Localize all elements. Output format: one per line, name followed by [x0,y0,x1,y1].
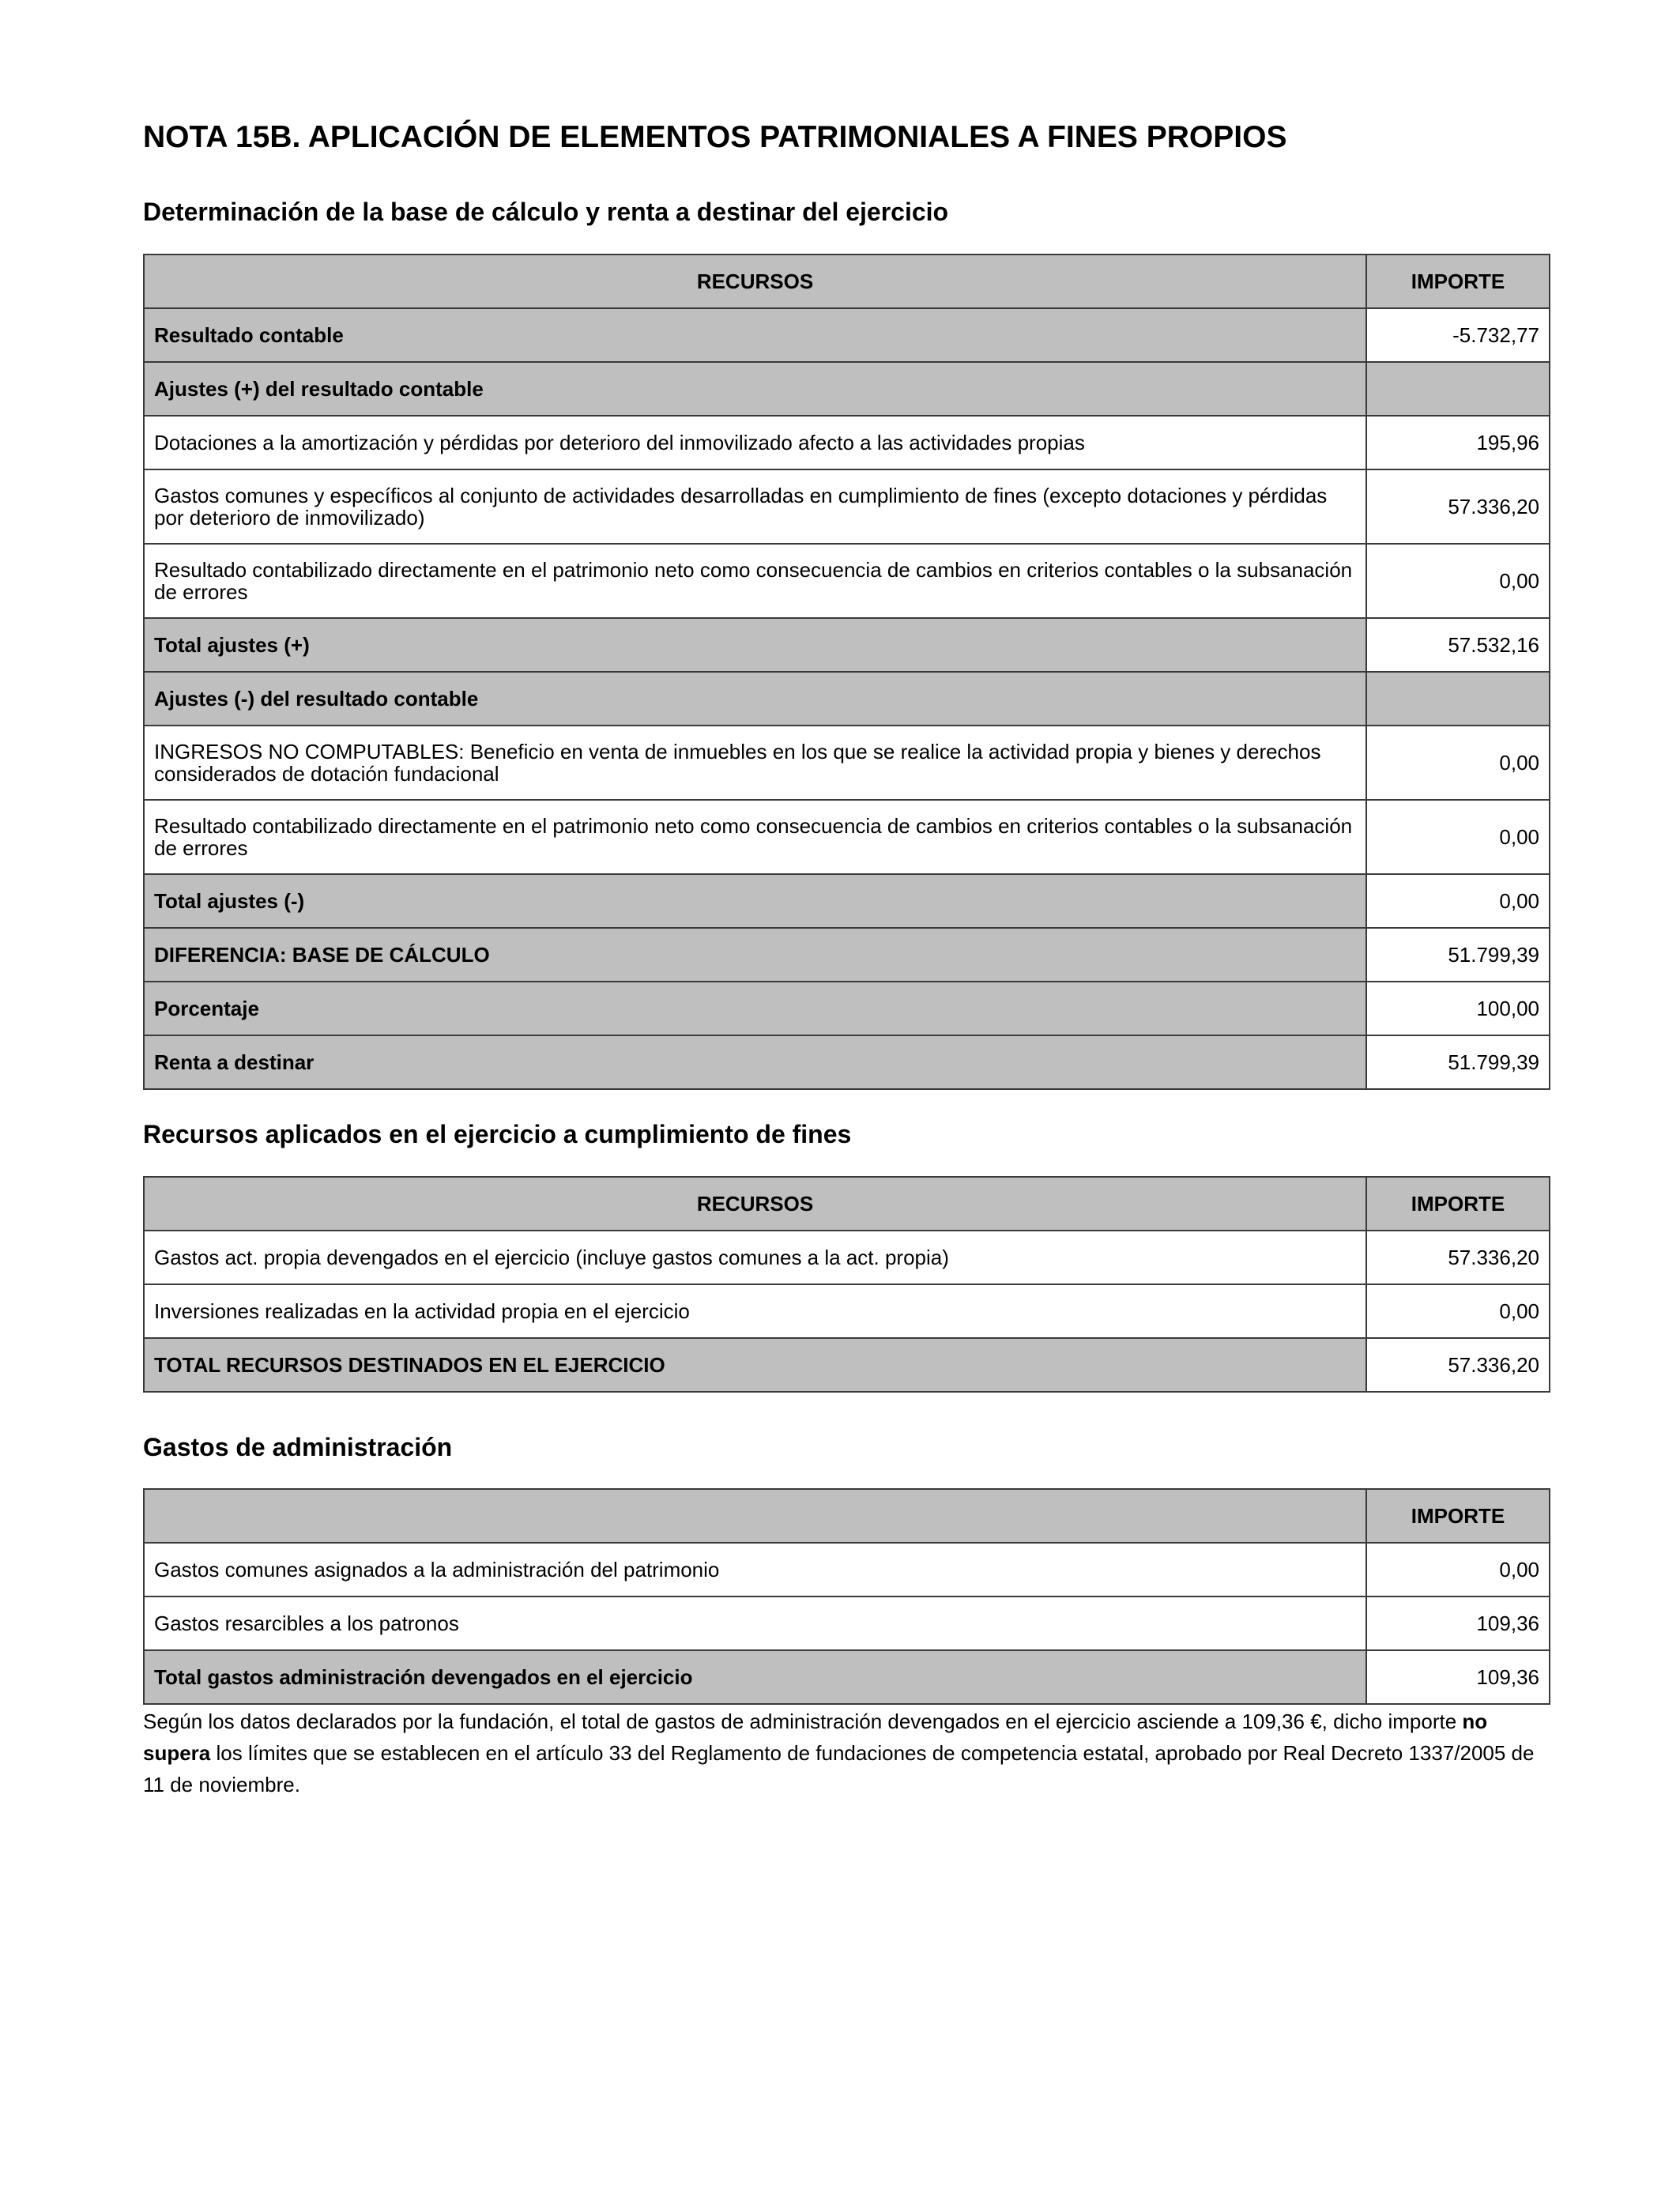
table-gastos-administracion [143,1488,1550,1705]
row-label: Gastos resarcibles a los patronos [144,1596,1366,1650]
row-amount [1366,362,1550,416]
row-label: Dotaciones a la amortización y pérdidas por deterioro del inmovilizado afecto a las actividades propias [144,416,1366,469]
table-row [144,1596,1550,1650]
row-label: TOTAL RECURSOS DESTINADOS EN EL EJERCICIO [144,1338,1366,1392]
table-row [144,726,1550,800]
row-label: Porcentaje [144,982,1366,1035]
row-label: Total ajustes (+) [144,618,1366,672]
table-row [144,1650,1550,1704]
section-heading-base-calculo: Determinación de la base de cálculo y renta a destinar del ejercicio [143,198,949,226]
row-amount: -5.732,77 [1366,308,1550,362]
table-row [144,362,1550,416]
table-row [144,544,1550,618]
row-label: Resultado contabilizado directamente en el patrimonio neto como consecuencia de cambios en criterios contables o la subsanación de errores [144,544,1366,618]
table-row [144,928,1550,982]
table-header-row [144,1489,1550,1543]
table-row [144,1543,1550,1596]
row-label: Ajustes (+) del resultado contable [144,362,1366,416]
table-base-calculo [143,254,1550,1090]
section-heading-gastos-administracion: Gastos de administración [143,1433,453,1461]
row-label: DIFERENCIA: BASE DE CÁLCULO [144,928,1366,982]
row-amount: 57.336,20 [1366,469,1550,544]
table-row [144,1284,1550,1338]
table-row [144,416,1550,469]
row-amount: 51.799,39 [1366,1035,1550,1089]
row-amount: 100,00 [1366,982,1550,1035]
row-label: Inversiones realizadas en la actividad propia en el ejercicio [144,1284,1366,1338]
row-label: Ajustes (-) del resultado contable [144,672,1366,726]
table-row [144,1231,1550,1284]
column-header-importe: IMPORTE [1366,1177,1550,1231]
section-heading-recursos-aplicados: Recursos aplicados en el ejercicio a cumplimiento de fines [143,1120,852,1148]
column-header-recursos: RECURSOS [144,1177,1366,1231]
table-row [144,982,1550,1035]
table-row [144,874,1550,928]
column-header-empty [144,1489,1366,1543]
table-header-row [144,254,1550,308]
row-amount: 51.799,39 [1366,928,1550,982]
row-amount: 57.336,20 [1366,1231,1550,1284]
note-text-part2: los límites que se establecen en el artículo 33 del Reglamento de fundaciones de competencia estatal, aprobado por Real Decreto 1337/2005 de 11 de noviembre. [143,1741,1535,1796]
note-text-part1: Según los datos declarados por la fundación, el total de gastos de administración devengados en el ejercicio asciende a 109,36 €, dicho importe [143,1710,1463,1733]
table-row [144,1338,1550,1392]
row-amount [1366,672,1550,726]
row-amount: 109,36 [1366,1650,1550,1704]
row-label: Total gastos administración devengados en el ejercicio [144,1650,1366,1704]
row-amount: 0,00 [1366,800,1550,874]
column-header-recursos: RECURSOS [144,254,1366,308]
row-label: Gastos comunes asignados a la administración del patrimonio [144,1543,1366,1596]
table-row [144,800,1550,874]
note-text-bold: no supera [143,1710,1488,1765]
admin-expenses-note [143,1706,1550,1800]
row-label: Resultado contable [144,308,1366,362]
table-row [144,672,1550,726]
row-amount: 195,96 [1366,416,1550,469]
row-label: Renta a destinar [144,1035,1366,1089]
row-amount: 0,00 [1366,1543,1550,1596]
row-amount: 0,00 [1366,726,1550,800]
table-row [144,469,1550,544]
table-row [144,618,1550,672]
page-title: NOTA 15B. APLICACIÓN DE ELEMENTOS PATRIMONIALES A FINES PROPIOS [143,120,1287,154]
row-label: Total ajustes (-) [144,874,1366,928]
row-label: INGRESOS NO COMPUTABLES: Beneficio en venta de inmuebles en los que se realice la actividad propia y bienes y derechos considerados de dotación fundacional [144,726,1366,800]
row-amount: 0,00 [1366,544,1550,618]
table-row [144,308,1550,362]
table-recursos-aplicados [143,1176,1550,1393]
row-amount: 57.532,16 [1366,618,1550,672]
row-label: Resultado contabilizado directamente en el patrimonio neto como consecuencia de cambios en criterios contables o la subsanación de errores [144,800,1366,874]
row-amount: 0,00 [1366,1284,1550,1338]
row-amount: 57.336,20 [1366,1338,1550,1392]
row-amount: 109,36 [1366,1596,1550,1650]
table-row [144,1035,1550,1089]
column-header-importe: IMPORTE [1366,254,1550,308]
row-label: Gastos act. propia devengados en el ejercicio (incluye gastos comunes a la act. propia) [144,1231,1366,1284]
row-amount: 0,00 [1366,874,1550,928]
row-label: Gastos comunes y específicos al conjunto de actividades desarrolladas en cumplimiento de fines (excepto dotaciones y pérdidas por deterioro de inmovilizado) [144,469,1366,544]
column-header-importe: IMPORTE [1366,1489,1550,1543]
table-header-row [144,1177,1550,1231]
